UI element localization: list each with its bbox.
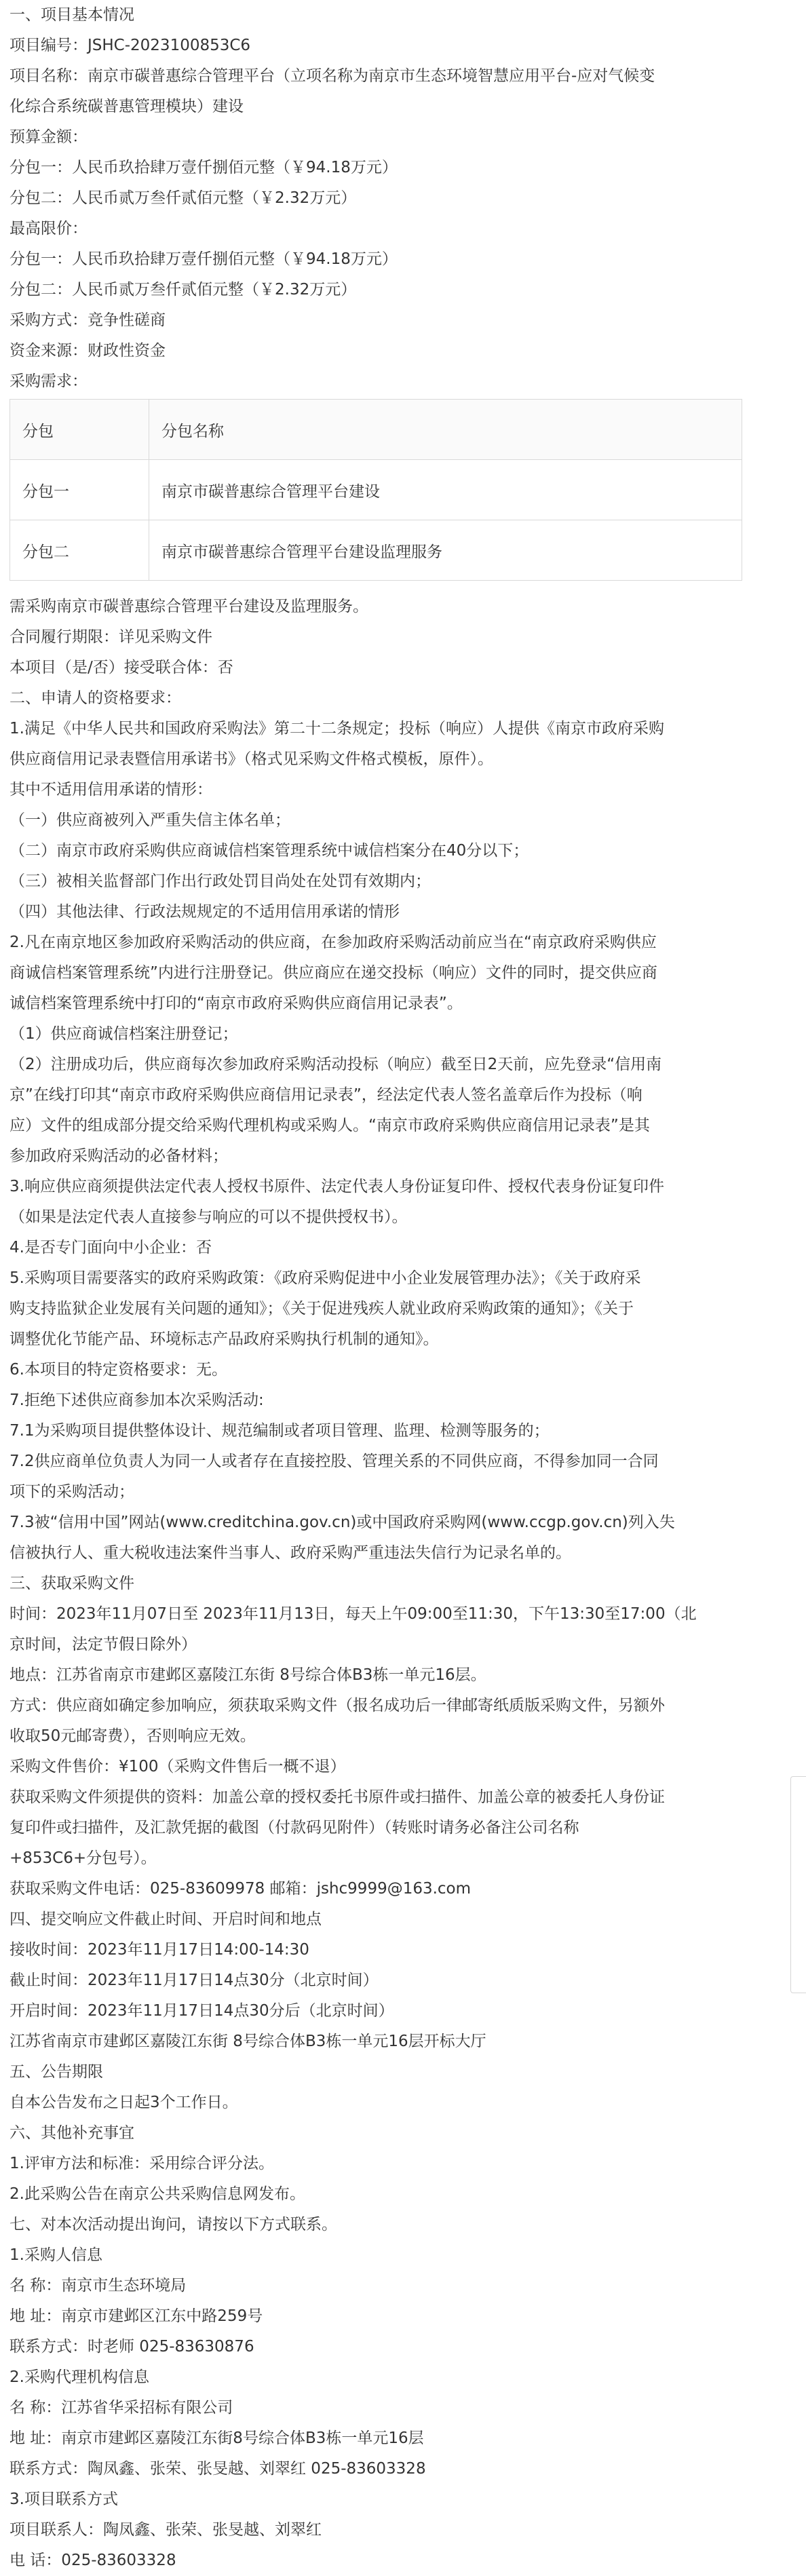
text-line: 7.2供应商单位负责人为同一人或者存在直接控股、管理关系的不同供应商，不得参加同一合同 [9,1453,659,1470]
text-line: 一、项目基本情况 [9,6,134,24]
text-line: 其中不适用信用承诺的情形： [9,781,212,799]
table-header-cell: 分包 [10,400,149,460]
text-line: （二）南京市政府采购供应商诚信档案管理系统中诚信档案分在40分以下； [9,842,529,860]
text-line: 分包二：人民币贰万叁仟贰佰元整（￥2.32万元） [9,189,357,207]
text-line: 京时间，法定节假日除外） [9,1636,197,1653]
text-line: 1.采购人信息 [9,2246,102,2264]
text-line: 时间：2023年11月07日至 2023年11月13日，每天上午09:00至11:30，下午13:30至17:00（北 [9,1605,697,1623]
text-line: 获取采购文件须提供的资料：加盖公章的授权委托书原件或扫描件、加盖公章的被委托人身份证 [9,1788,665,1806]
text-line: 7.3被“信用中国”网站(www.creditchina.gov.cn)或中国政府采购网(www.ccgp.gov.cn)列入失 [9,1514,675,1531]
text-line: 4.是否专门面向中小企业：否 [9,1239,212,1256]
text-line: 自本公告发布之日起3个工作日。 [9,2094,238,2111]
text-line: 二、申请人的资格要求： [9,689,181,707]
table-row [10,520,742,581]
text-line: 接收时间：2023年11月17日14:00-14:30 [9,1941,309,1959]
text-line: 供应商信用记录表暨信用承诺书》（格式见采购文件格式模板，原件）。 [9,750,493,768]
text-line: 地 址：南京市建邺区嘉陵江东街8号综合体B3栋一单元16层 [9,2429,424,2447]
text-line: 京”在线打印其“南京市政府采购供应商信用记录表”，经法定代表人签名盖章后作为投标（响 [9,1086,642,1104]
text-line: 截止时间：2023年11月17日14点30分（北京时间） [9,1972,379,1989]
text-line: 6.本项目的特定资格要求：无。 [9,1361,227,1379]
text-line: 项目名称：南京市碳普惠综合管理平台（立项名称为南京市生态环境智慧应用平台-应对气候变 [9,67,655,85]
text-line: 电 话：025-83603328 [9,2552,176,2569]
text-line: 调整优化节能产品、环境标志产品政府采购执行机制的通知》。 [9,1330,439,1348]
text-line: 合同履行期限：详见采购文件 [9,628,212,646]
text-line: 1.评审方法和标准：采用综合评分法。 [9,2155,274,2172]
text-line: （1）供应商诚信档案注册登记； [9,1025,238,1043]
text-line: （四）其他法律、行政法规规定的不适用信用承诺的情形 [9,903,400,921]
text-line: 1.满足《中华人民共和国政府采购法》第二十二条规定；投标（响应）人提供《南京市政府采购 [9,720,664,737]
text-line: 需采购南京市碳普惠综合管理平台建设及监理服务。 [9,598,368,615]
text-line: 地点：江苏省南京市建邺区嘉陵江东街 8号综合体B3栋一单元16层。 [9,1666,486,1684]
text-line: 3.项目联系方式 [9,2491,118,2508]
text-line: 六、其他补充事宜 [9,2124,134,2142]
text-line: 复印件或扫描件，及汇款凭据的截图（付款码见附件）（转账时请务必备注公司名称 [9,1819,579,1837]
text-line: 采购方式：竞争性磋商 [9,311,166,329]
text-line: 7.拒绝下述供应商参加本次采购活动: [9,1391,264,1409]
text-line: 商诚信档案管理系统”内进行注册登记。供应商应在递交投标（响应）文件的同时，提交供应商 [9,964,657,982]
text-line: 方式：供应商如确定参加响应，须获取采购文件（报名成功后一律邮寄纸质版采购文件，另额外 [9,1697,665,1714]
text-line: 七、对本次活动提出询问，请按以下方式联系。 [9,2216,337,2233]
text-line: 项下的采购活动； [9,1483,134,1501]
text-line: 应）文件的组成部分提交给采购代理机构或采购人。“南京市政府采购供应商信用记录表”是其 [9,1117,650,1134]
text-line: 分包一：人民币玖拾肆万壹仟捌佰元整（￥94.18万元） [9,250,398,268]
text-line: 购支持监狱企业发展有关问题的通知》；《关于促进残疾人就业政府采购政策的通知》；《关于 [9,1300,634,1318]
text-line: 分包二：人民币贰万叁仟贰佰元整（￥2.32万元） [9,281,357,299]
text-line: （如果是法定代表人直接参与响应的可以不提供授权书）。 [9,1208,408,1226]
text-line: 分包一：人民币玖拾肆万壹仟捌佰元整（￥94.18万元） [9,159,398,176]
text-line: 参加政府采购活动的必备材料； [9,1147,228,1165]
text-line: 三、获取采购文件 [9,1575,134,1592]
package-table [9,399,742,581]
text-line: 开启时间：2023年11月17日14点30分后（北京时间） [9,2002,394,2020]
project-basic-info [9,0,776,397]
text-line: 5.采购项目需要落实的政府采购政策：《政府采购促进中小企业发展管理办法》；《关于政府采 [9,1269,641,1287]
text-line: 四、提交响应文件截止时间、开启时间和地点 [9,1910,322,1928]
text-line: 化综合系统碳普惠管理模块）建设 [9,98,244,115]
text-line: +853C6+分包号）。 [9,1849,157,1867]
text-line: 采购需求： [9,372,88,390]
text-line: （2）注册成功后，供应商每次参加政府采购活动投标（响应）截至日2天前，应先登录“信用南 [9,1056,662,1073]
text-line: 联系方式：时老师 025-83630876 [9,2338,254,2356]
text-line: 联系方式：陶凤鑫、张荣、张旻越、刘翠红 025-83603328 [9,2460,426,2478]
side-panel-handle[interactable] [790,1776,806,1993]
text-line: 7.1为采购项目提供整体设计、规范编制或者项目管理、监理、检测等服务的； [9,1422,550,1440]
text-line: 2.凡在南京地区参加政府采购活动的供应商，在参加政府采购活动前应当在“南京政府采购供应 [9,934,657,951]
text-line: 获取采购文件电话：025-83609978 邮箱：jshc9999@163.com [9,1880,472,1898]
table-header-cell: 分包名称 [149,400,742,460]
text-line: 诚信档案管理系统中打印的“南京市政府采购供应商信用记录表”。 [9,995,463,1012]
text-line: 项目编号：JSHC-2023100853C6 [9,37,251,54]
table-cell: 分包二 [10,520,149,581]
text-line: 采购文件售价：¥100（采购文件售后一概不退） [9,1758,346,1775]
text-line: 项目联系人：陶凤鑫、张荣、张旻越、刘翠红 [9,2521,322,2539]
text-line: 收取50元邮寄费），否则响应无效。 [9,1727,256,1745]
text-line: （一）供应商被列入严重失信主体名单； [9,811,290,829]
text-line: 江苏省南京市建邺区嘉陵江东街 8号综合体B3栋一单元16层开标大厅 [9,2033,486,2050]
table-cell: 南京市碳普惠综合管理平台建设监理服务 [149,520,742,581]
text-line: 2.采购代理机构信息 [9,2368,149,2386]
package-table-body [10,400,742,581]
text-line: 五、公告期限 [9,2063,103,2081]
text-line: 2.此采购公告在南京公共采购信息网发布。 [9,2185,305,2203]
text-line: 地 址：南京市建邺区江东中路259号 [9,2307,263,2325]
table-cell: 分包一 [10,460,149,520]
text-line: 名 称：南京市生态环境局 [9,2277,187,2294]
text-line: 信被执行人、重大税收违法案件当事人、政府采购严重违法失信行为记录名单的。 [9,1544,571,1562]
announcement-body [9,592,776,2576]
text-line: （三）被相关监督部门作出行政处罚目尚处在处罚有效期内； [9,872,431,890]
text-line: 本项目（是/否）接受联合体：否 [9,659,233,676]
text-line: 资金来源：财政性资金 [9,342,166,360]
text-line: 最高限价： [9,220,88,237]
table-cell: 南京市碳普惠综合管理平台建设 [149,460,742,520]
table-row [10,460,742,520]
text-line: 3.响应供应商须提供法定代表人授权书原件、法定代表人身份证复印件、授权代表身份证复印件 [9,1178,664,1195]
text-line: 名 称：江苏省华采招标有限公司 [9,2399,233,2417]
table-header-row [10,400,742,460]
text-line: 预算金额： [9,128,88,146]
